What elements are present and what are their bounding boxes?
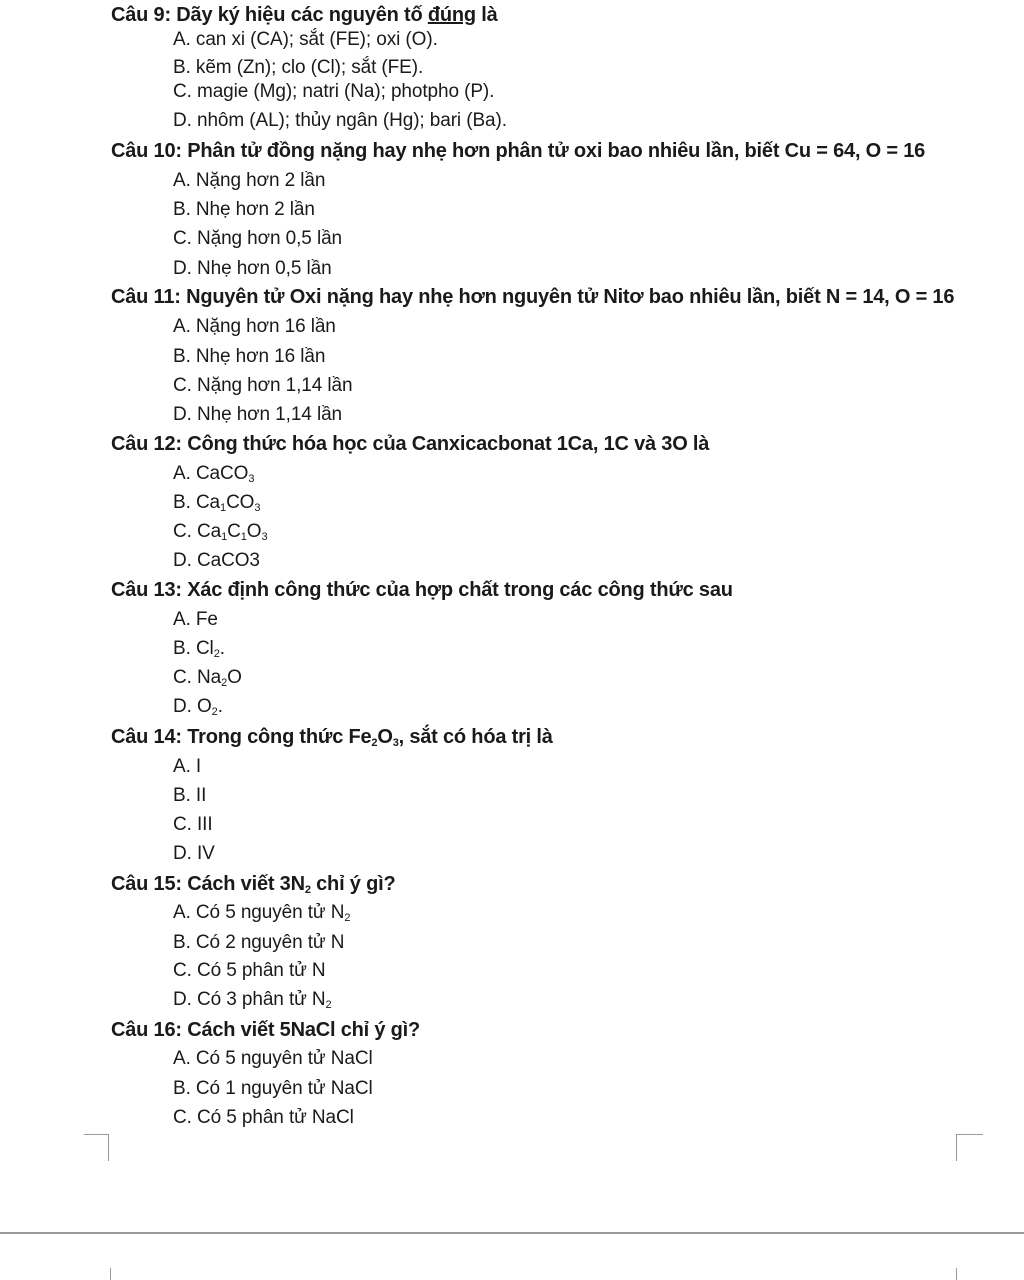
subscript: 3 (392, 737, 399, 749)
question-9-stem (111, 3, 498, 27)
question-11-option-c: C. Nặng hơn 1,14 lần (173, 375, 353, 396)
question-15-option-a: A. Có 5 nguyên tử $N_2$ (173, 902, 351, 924)
question-16-option-b: B. Có 1 nguyên tử NaCl (173, 1078, 373, 1099)
subscript: 1 (221, 531, 228, 543)
question-10-option-a: A. Nặng hơn 2 lần (173, 170, 326, 191)
question-9-option-c: C. magie (Mg); natri (Na); photpho (P). (173, 81, 495, 102)
subscript: 2 (371, 737, 378, 749)
question-15-option-d: D. Có 3 phân tử $N_2$ (173, 989, 332, 1011)
question-14-option-b: B. II (173, 785, 207, 806)
question-11-option-b: B. Nhẹ hơn 16 lần (173, 346, 326, 367)
subscript: 2 (213, 648, 220, 660)
question-12-option-a: A. CaCO$_3$ (173, 463, 255, 485)
question-9-option-b: B. kẽm (Zn); clo (Cl); sắt (FE). (173, 57, 424, 78)
question-12-stem: Câu 12: Công thức hóa học của Canxicacbonat 1Ca, 1C và 3O là (111, 433, 710, 455)
next-page-margin-left (110, 1268, 111, 1280)
question-14-option-c: C. III (173, 814, 213, 835)
margin-corner-right (956, 1134, 983, 1161)
subscript: 3 (248, 473, 255, 485)
question-12-option-d: D. CaCO3 (173, 550, 260, 571)
subscript: 3 (261, 531, 268, 543)
question-15-option-b: B. Có 2 nguyên tử N (173, 932, 345, 953)
question-12-option-c: C. $Ca_1C_1O_3$ (173, 521, 268, 543)
question-9-stem-end: là (475, 4, 498, 26)
question-11-option-d: D. Nhẹ hơn 1,14 lần (173, 404, 342, 425)
question-14-option-d: D. IV (173, 843, 215, 864)
question-11-option-a: A. Nặng hơn 16 lần (173, 316, 336, 337)
question-9-stem-text: Câu 9: Dãy ký hiệu các nguyên tố (111, 4, 428, 26)
question-10-option-c: C. Nặng hơn 0,5 lần (173, 228, 342, 249)
question-16-option-a: A. Có 5 nguyên tử NaCl (173, 1048, 373, 1069)
question-16-option-c: C. Có 5 phân tử NaCl (173, 1107, 354, 1128)
question-15-option-c: C. Có 5 phân tử N (173, 960, 326, 981)
subscript: 1 (220, 502, 227, 514)
question-15-stem: Câu 15: Cách viết $3N_2$ chỉ ý gì? (111, 873, 396, 896)
question-16-stem: Câu 16: Cách viết 5NaCl chỉ ý gì? (111, 1019, 421, 1041)
question-9-option-a: A. can xi (CA); sắt (FE); oxi (O). (173, 29, 438, 50)
question-11-stem: Câu 11: Nguyên tử Oxi nặng hay nhẹ hơn nguyên tử Nitơ bao nhiêu lần, biết N = 14, O = 16 (111, 286, 955, 308)
margin-corner-left (84, 1134, 109, 1161)
next-page-margin-right (956, 1268, 957, 1280)
question-13-option-d: D. $O_2$. (173, 696, 223, 718)
subscript: 2 (221, 677, 228, 689)
question-13-stem: Câu 13: Xác định công thức của hợp chất trong các công thức sau (111, 579, 733, 601)
subscript: 2 (304, 884, 311, 896)
question-12-option-b: B. $Ca_1CO_3$ (173, 492, 261, 514)
page-separator (0, 1232, 1024, 1234)
subscript: 2 (211, 706, 218, 718)
question-13-option-a: A. Fe (173, 609, 218, 630)
question-14-option-a: A. I (173, 756, 202, 777)
subscript: 2 (325, 999, 332, 1011)
question-13-option-c: C. $Na_2O$ (173, 667, 242, 689)
question-13-option-b: B. $Cl_2$. (173, 638, 225, 660)
subscript: 1 (240, 531, 247, 543)
question-10-stem: Câu 10: Phân tử đồng nặng hay nhẹ hơn phân tử oxi bao nhiêu lần, biết Cu = 64, O = 16 (111, 140, 926, 162)
question-10-option-d: D. Nhẹ hơn 0,5 lần (173, 258, 332, 279)
question-10-option-b: B. Nhẹ hơn 2 lần (173, 199, 315, 220)
subscript: 3 (254, 502, 261, 514)
question-9-option-d: D. nhôm (AL); thủy ngân (Hg); bari (Ba). (173, 110, 507, 131)
subscript: 2 (344, 912, 351, 924)
question-14-stem: Câu 14: Trong công thức $Fe_2O_3$, sắt có hóa trị là (111, 726, 553, 749)
question-9-emphasis: đúng (427, 4, 476, 26)
